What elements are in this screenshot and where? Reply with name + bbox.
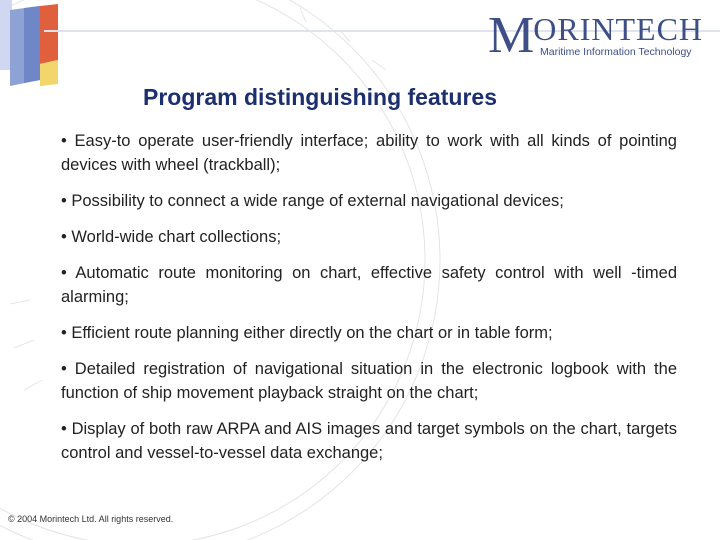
feature-item: • Detailed registration of navigational situation in the electronic logbook with the function of ship movement playback straight on the chart; (61, 360, 677, 402)
logo-tagline: Maritime Information Technology (540, 46, 692, 58)
feature-item: • Easy-to operate user-friendly interface; ability to work with all kinds of pointing devices with wheel (trackball); (61, 132, 677, 174)
copyright-footer: © 2004 Morintech Ltd. All rights reserved. (8, 514, 174, 524)
logo-name: ORINTECH (533, 11, 704, 47)
feature-item: • Automatic route monitoring on chart, effective safety control with well -timed alarming; (61, 264, 677, 306)
feature-item: • World-wide chart collections; (61, 228, 282, 246)
feature-item: • Display of both raw ARPA and AIS images and target symbols on the chart, targets control and vessel-to-vessel data exchange; (61, 420, 677, 462)
logo-initial: M (488, 7, 534, 64)
morintech-logo (488, 7, 712, 64)
slide-title-text: Program distinguishing features (143, 84, 497, 110)
feature-item: • Possibility to connect a wide range of external navigational devices; (61, 192, 564, 210)
feature-list (61, 129, 677, 477)
feature-item: • Efficient route planning either directly on the chart or in table form; (61, 324, 553, 342)
slide-title (0, 84, 720, 111)
